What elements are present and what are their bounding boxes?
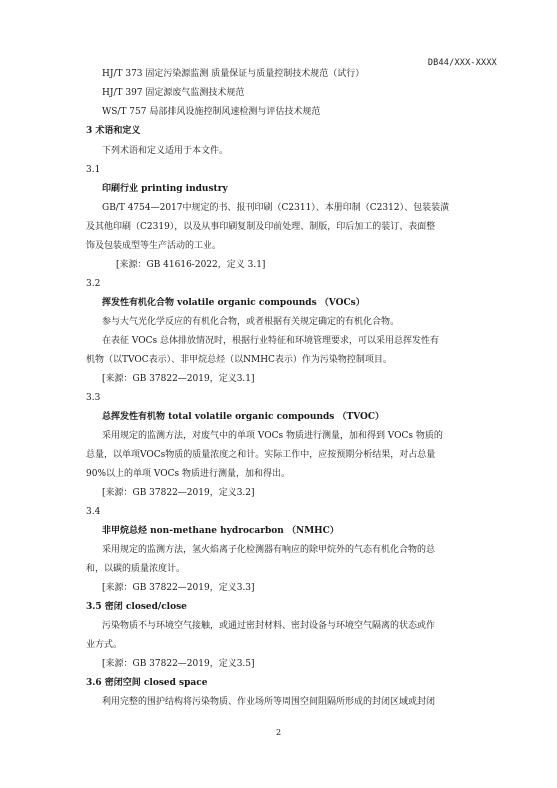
term-title: 3.5 密闭 closed/close [86, 602, 187, 612]
term-definition-line: 采用规定的监测方法，氢火焰离子化检测器有响应的除甲烷外的气态有机化合物的总 [102, 545, 436, 555]
term-number: 3.2 [86, 279, 101, 289]
term-title: 3.6 密闭空间 closed space [86, 678, 208, 688]
term-definition-line: 90%以上的单项 VOCs 物质进行测量，加和得出。 [86, 469, 290, 479]
term-definition-line: 业方式。 [86, 640, 123, 650]
reference-line: WS/T 757 局部排风设施控制风速检测与评估技术规范 [102, 107, 321, 117]
term-title: 非甲烷总烃 non-methane hydrocarbon （NMHC） [102, 526, 339, 536]
term-definition-line: 污染物质不与环境空气接触，或通过密封材料、密封设备与环境空气隔离的状态或作 [102, 621, 436, 631]
section-intro: 下列术语和定义适用于本文件。 [102, 146, 229, 156]
term-definition-line: GB/T 4754—2017中规定的书、报刊印刷（C2311）、本册印制（C2312）、包装装潢 [102, 203, 450, 213]
term-title: 印刷行业 printing industry [102, 184, 228, 194]
section-heading: 3 术语和定义 [86, 126, 141, 136]
term-definition-line: 和，以碳的质量浓度计。 [86, 564, 186, 574]
term-definition-line: 饰及包装成型等生产活动的工业。 [86, 241, 222, 251]
term-title: 挥发性有机化合物 volatile organic compounds （VOCs） [102, 298, 365, 308]
term-definition-line: 在表征 VOCs 总体排放情况时，根据行业特征和环境管理要求，可以采用总挥发性有 [102, 336, 439, 346]
reference-line: HJ/T 397 固定源废气监测技术规范 [102, 88, 245, 98]
term-definition-line: 利用完整的围护结构将污染物质、作业场所等周围空间阻隔所形成的封闭区域或封闭 [102, 697, 436, 707]
page-number: 2 [275, 728, 282, 737]
document-code: DB44/XXX-XXXX [427, 58, 497, 68]
term-number: 3.1 [86, 165, 101, 175]
reference-line: HJ/T 373 固定污染源监测 质量保证与质量控制技术规范（试行） [102, 69, 365, 79]
term-source: [来源：GB 37822—2019，定义3.3] [102, 583, 255, 593]
term-source: [来源：GB 37822—2019，定义3.5] [102, 659, 255, 669]
term-definition-line: 及其他印刷（C2319），以及从事印刷复制及印前处理、制版，印后加工的装订、表面整 [86, 222, 436, 232]
term-definition-line: 机物（以TVOC表示）、非甲烷总烃（以NMHC表示）作为污染物控制项目。 [86, 355, 392, 365]
term-source: [来源：GB 37822—2019，定义3.2] [102, 488, 255, 498]
term-source: [来源：GB 37822—2019，定义3.1] [102, 374, 255, 384]
term-number: 3.4 [86, 507, 101, 517]
term-number: 3.3 [86, 393, 101, 403]
term-title: 总挥发性有机物 total volatile organic compounds （TVOC） [102, 412, 385, 422]
term-definition-line: 参与大气光化学反应的有机化合物，或者根据有关规定确定的有机化合物。 [102, 317, 400, 327]
term-source: [来源：GB 41616-2022，定义 3.1] [116, 260, 266, 270]
term-definition-line: 采用规定的监测方法，对废气中的单项 VOCs 物质进行测量，加和得到 VOCs 物质的 [102, 431, 443, 441]
term-definition-line: 总量，以单项VOCs物质的质量浓度之和计。实际工作中，应按预期分析结果，对占总量 [86, 450, 436, 460]
